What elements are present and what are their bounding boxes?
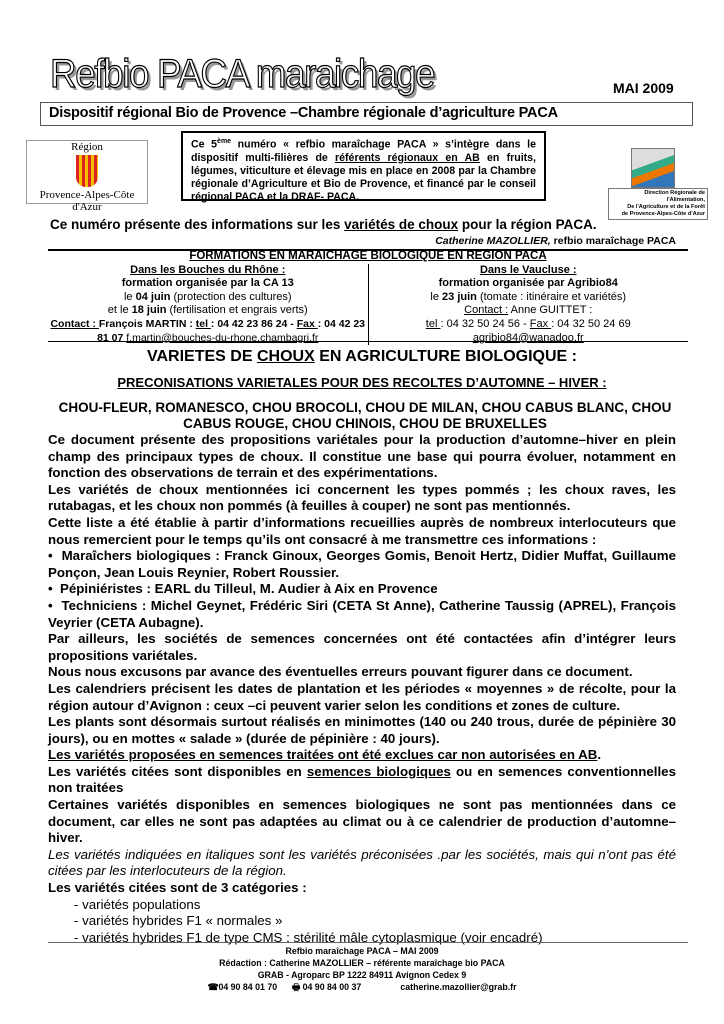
dispositif-banner: Dispositif régional Bio de Provence –Chambre régionale d’agriculture PACA xyxy=(40,102,693,126)
draf-line: De l'Agriculture et de la Forêt xyxy=(627,204,705,210)
paragraph xyxy=(48,764,676,797)
t: ou en semences conventionnelles non traitées xyxy=(48,763,676,796)
category-item: - variétés hybrides F1 « normales » xyxy=(74,913,283,929)
paragraph: Les variétés citées sont de 3 catégories : xyxy=(48,880,307,896)
formation-date: 04 juin xyxy=(135,290,171,303)
formation-vaucluse xyxy=(369,264,689,346)
footer-line: Rédaction : Catherine MAZOLLIER – référente maraîchage bio PACA xyxy=(219,958,505,968)
intro-text: Ce 5 xyxy=(191,138,218,151)
t: (protection des cultures) xyxy=(170,290,292,303)
formation-org: formation organisée par Agribio84 xyxy=(438,277,618,290)
draf-logo-image-icon xyxy=(631,148,675,188)
lead-sentence xyxy=(50,217,597,232)
footer-divider xyxy=(48,942,688,943)
paragraph: Les plants sont désormais surtout réalisés en minimottes (140 ou 240 trous, durée de pépinière 30 jours), ou en mottes « salade » (durée de pépinière : 40 jours). xyxy=(48,714,676,746)
formations-title: FORMATIONS EN MARAICHAGE BIOLOGIQUE EN REGION PACA xyxy=(189,250,547,262)
t: Fax xyxy=(529,317,552,330)
bullet-item: • Pépiniéristes : EARL du Tilleul, M. Audier à Aix en Provence xyxy=(48,581,438,597)
draf-line: Direction Régionale de l'Alimentation, xyxy=(644,190,705,203)
intro-text: en fruits, légumes, viticulture et élevage mis en place en 2008 par la Chambre régionale d’Agriculture et Bio de Provence, et financé par le conseil régional PACA et la DRAF- PACA. xyxy=(191,151,536,203)
bullet-item: • Maraîchers biologiques : Franck Ginoux, Georges Gomis, Benoit Hertz, Didier Muffat, Guillaume Ponçon, Jean Louis Reynier, Robert Roussier. xyxy=(48,548,677,580)
t: Les variétés proposées en semences traitées ont été exclues car non autorisées en AB xyxy=(48,747,598,763)
cabbage-types: CHOU-FLEUR, ROMANESCO, CHOU BROCOLI, CHOU DE MILAN, CHOU CABUS BLANC, CHOU CABUS ROUGE, CHOU CHINOIS, CHOU DE BRUXELLES xyxy=(58,400,672,431)
region-logo-top: Région xyxy=(71,141,103,153)
footer-phone: 04 90 84 01 70 xyxy=(218,982,278,992)
footer-line: Refbio maraîchage PACA – MAI 2009 xyxy=(285,946,439,956)
lead-text: Ce numéro présente des informations sur les xyxy=(50,217,345,232)
paragraph xyxy=(48,747,676,764)
t: . xyxy=(597,747,602,763)
paragraph-italic: Les variétés indiquées en italiques sont les variétés préconisées .par les sociétés, mais qui n’ont pas été citées par les interlocuteurs de la région. xyxy=(48,846,676,879)
t: CHOUX xyxy=(256,348,315,365)
lead-text: pour la région PACA. xyxy=(458,217,597,232)
author-role: refbio maraîchage PACA xyxy=(550,235,676,247)
paragraph: Les variétés de choux mentionnées ici concernent les types pommés ; les choux raves, les rutabagas, et les choux non pommés (à feuilles à couper) ne sont pas mentionnés. xyxy=(48,481,676,514)
paragraph: Ce document présente des propositions variétales pour la production d’automne–hiver en plein champ des principaux types de choux. Il constitue une base qui pourra évoluer, notamment en fonction des observations de terrain et des expérimentations. xyxy=(48,432,676,481)
category-item: - variétés populations xyxy=(74,896,201,912)
formation-date: 18 juin xyxy=(131,304,167,317)
t: Contact : xyxy=(464,304,509,317)
issue-date: MAI 2009 xyxy=(613,80,674,96)
bullet-item: • Techniciens : Michel Geynet, Frédéric Siri (CETA St Anne), Catherine Taussig (APREL), François Veyrier (CETA Aubagne). xyxy=(48,597,677,630)
draf-logo-text xyxy=(608,188,708,220)
formation-date: 23 juin xyxy=(442,290,477,303)
region-logo-bottom: Provence-Alpes-Côte d'Azur xyxy=(39,189,135,213)
paragraph: Les calendriers précisent les dates de plantation et les périodes « moyennes » de récolte, pour la région autour d’Avignon : ceux –ci peuvent varier selon les conditions et zones de culture. xyxy=(48,680,676,713)
t: Pépiniéristes : EARL du Tilleul, M. Audier à Aix en Provence xyxy=(60,581,438,597)
t: : 04 42 23 86 24 - xyxy=(210,317,297,330)
footer-email[interactable]: catherine.mazollier@grab.fr xyxy=(400,982,517,992)
main-title xyxy=(0,348,724,366)
paragraph: Par ailleurs, les sociétés de semences concernées ont été contactées afin d’intégrer leurs propositions variétales. xyxy=(48,631,676,663)
t: EN AGRICULTURE BIOLOGIQUE : xyxy=(314,348,577,365)
email-link[interactable]: f.martin@bouches-du-rhone.chambagri.fr xyxy=(126,331,319,344)
t: : 04 32 50 24 56 - xyxy=(440,317,530,330)
t: et le xyxy=(107,304,132,317)
intro-box xyxy=(181,131,546,201)
formation-bouches-du-rhone xyxy=(48,264,369,346)
divider xyxy=(48,341,688,342)
t: le xyxy=(430,290,443,303)
t: le xyxy=(123,290,136,303)
formation-place: Dans le Vaucluse : xyxy=(479,263,577,276)
footer-fax: 04 90 84 00 37 xyxy=(302,982,362,992)
footer xyxy=(0,945,724,993)
t: : 04 42 23 81 07 xyxy=(97,317,366,344)
t: Les variétés citées sont disponibles en xyxy=(48,763,307,779)
intro-sup: ème xyxy=(217,138,232,145)
t: tel xyxy=(425,317,441,330)
t: Contact : xyxy=(50,317,99,330)
formation-place: Dans les Bouches du Rhône : xyxy=(130,263,286,276)
body-text xyxy=(48,432,676,946)
region-shield-icon xyxy=(76,155,98,187)
t: semences biologiques xyxy=(306,763,451,779)
phone-icon: ☎ xyxy=(207,982,219,992)
footer-contacts xyxy=(0,981,724,993)
draf-logo xyxy=(608,148,708,217)
paragraph: Cette liste a été établie à partir d’informations recueillies auprès de nombreux interlocuteurs que nous remercient pour le temps qu’ils ont consacré à me transmettre ces informations : xyxy=(48,514,676,547)
draf-line: de Provence-Alpes-Côte d'Azur xyxy=(621,211,705,217)
t: François MARTIN : xyxy=(98,317,196,330)
author-line xyxy=(420,235,676,247)
paragraph: Certaines variétés disponibles en semences biologiques ne sont pas mentionnées dans ce document, car elles ne sont pas adaptées au climat ou à ce calendrier de production d’automne–hiver. xyxy=(48,797,676,846)
sub-title: PRECONISATIONS VARIETALES POUR DES RECOLTES D’AUTOMNE – HIVER : xyxy=(117,375,607,390)
category-item: - variétés hybrides F1 de type CMS : stérilité mâle cytoplasmique (voir encadré) xyxy=(74,929,543,945)
t: (fertilisation et engrais verts) xyxy=(166,304,308,317)
t: VARIETES DE xyxy=(147,348,257,365)
region-logo xyxy=(26,140,148,213)
footer-line: GRAB - Agroparc BP 1222 84911 Avignon Cedex 9 xyxy=(257,970,467,980)
email-link[interactable]: agribio84@wanadoo.fr xyxy=(472,331,584,344)
t: Techniciens : Michel Geynet, Frédéric Siri (CETA St Anne), Catherine Taussig (APREL), François Veyrier (CETA Aubagne). xyxy=(48,597,677,630)
t: Anne GUITTET : xyxy=(508,304,593,317)
formation-org: formation organisée par la CA 13 xyxy=(121,277,294,290)
t: : 04 32 50 24 69 xyxy=(551,317,631,330)
intro-underlined: référents régionaux en AB xyxy=(335,151,480,164)
newsletter-title: Refbio PACA maraichage xyxy=(50,52,435,96)
t: Fax xyxy=(296,317,318,330)
t: (tomate : itinéraire et variétés) xyxy=(476,290,627,303)
fax-icon: 🖶 xyxy=(291,982,301,992)
formations-section xyxy=(48,250,688,345)
paragraph: Nous nous excusons par avance des éventuelles erreurs pouvant figurer dans ce document. xyxy=(48,664,633,680)
lead-underlined: variétés de choux xyxy=(344,217,459,232)
author-name: Catherine MAZOLLIER, xyxy=(435,235,551,247)
intro-text: numéro « refbio maraîchage PACA » s’intègre dans le dispositif multi-filières de xyxy=(191,138,536,164)
t: Maraîchers biologiques : Franck Ginoux, Georges Gomis, Benoit Hertz, Didier Muffat, Guillaume Ponçon, Jean Louis Reynier, Robert Roussier. xyxy=(48,548,677,580)
t: tel xyxy=(195,317,211,330)
